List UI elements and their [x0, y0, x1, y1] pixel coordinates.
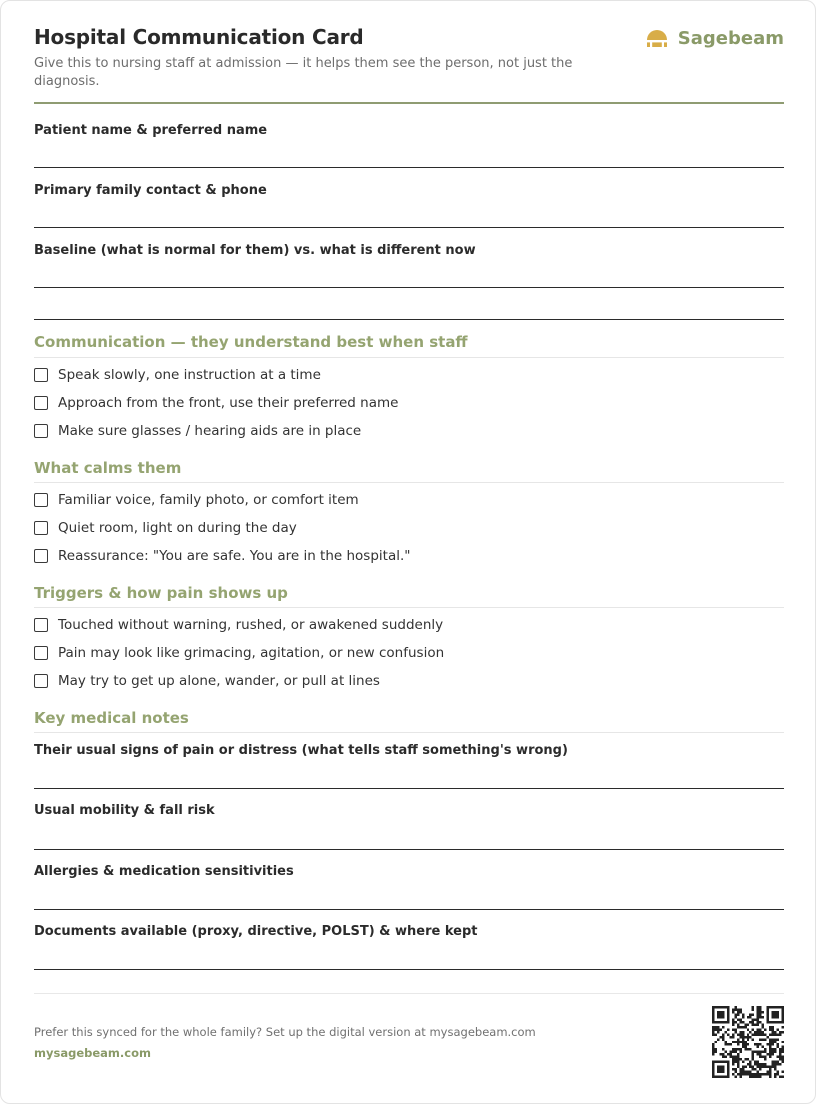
checklist-item-label: Familiar voice, family photo, or comfort item: [58, 492, 359, 508]
checklist-item-label: Quiet room, light on during the day: [58, 520, 297, 536]
checklist-item-label: Approach from the front, use their preferred name: [58, 395, 399, 411]
checklist-item[interactable]: [34, 673, 380, 689]
page-title: Hospital Communication Card: [34, 25, 364, 49]
checklist-item[interactable]: [34, 548, 410, 564]
header-divider: [34, 102, 784, 104]
write-line-baseline-2[interactable]: [34, 319, 784, 320]
section-divider: [34, 357, 784, 358]
checklist-item[interactable]: [34, 395, 398, 411]
section-divider: [34, 482, 784, 483]
section-title-communication: Communication — they understand best when staff: [34, 333, 468, 351]
checkbox[interactable]: [34, 646, 48, 660]
page-subtitle: Give this to nursing staff at admission — it helps them see the person, not just the diagnosis.: [34, 56, 573, 89]
checkbox[interactable]: [34, 674, 48, 688]
checklist-item-label: Touched without warning, rushed, or awakened suddenly: [58, 617, 444, 633]
field-label-pain-signs: Their usual signs of pain or distress (what tells staff something's wrong): [34, 743, 568, 758]
checkbox[interactable]: [34, 521, 48, 535]
brand-name: Sagebeam: [677, 28, 784, 49]
write-line-family-contact[interactable]: [34, 227, 784, 228]
footer-website-link[interactable]: mysagebeam.com: [34, 1046, 151, 1060]
qr-code-icon[interactable]: [712, 1006, 784, 1078]
field-label-mobility: Usual mobility & fall risk: [34, 803, 215, 818]
write-line-patient-name[interactable]: [34, 167, 784, 168]
write-line-pain-signs[interactable]: [34, 788, 784, 789]
checklist-item-label: Pain may look like grimacing, agitation, or new confusion: [58, 645, 445, 661]
checklist-item[interactable]: [34, 367, 321, 383]
checklist-item-label: Speak slowly, one instruction at a time: [58, 367, 321, 383]
footer-divider: [34, 993, 784, 994]
field-label-patient-name: Patient name & preferred name: [34, 123, 268, 138]
footer-note: Prefer this synced for the whole family? Set up the digital version at mysagebeam.com: [34, 1025, 536, 1039]
checkbox[interactable]: [34, 549, 48, 563]
field-label-documents: Documents available (proxy, directive, POLST) & where kept: [34, 924, 478, 939]
write-line-documents[interactable]: [34, 969, 784, 970]
write-line-allergies[interactable]: [34, 909, 784, 910]
section-title-calms: What calms them: [34, 459, 182, 477]
checklist-item[interactable]: [34, 492, 359, 508]
write-line-mobility[interactable]: [34, 849, 784, 850]
checkbox[interactable]: [34, 618, 48, 632]
field-label-baseline: Baseline (what is normal for them) vs. what is different now: [34, 243, 476, 258]
field-label-allergies: Allergies & medication sensitivities: [34, 864, 294, 879]
checklist-item[interactable]: [34, 617, 443, 633]
checklist-item[interactable]: [34, 520, 297, 536]
checklist-item-label: May try to get up alone, wander, or pull at lines: [58, 673, 380, 689]
checklist-item[interactable]: [34, 645, 444, 661]
checkbox[interactable]: [34, 368, 48, 382]
brand-logo: [646, 28, 784, 49]
sunrise-icon: [646, 29, 668, 49]
section-divider: [34, 732, 784, 733]
write-line-baseline-1[interactable]: [34, 287, 784, 288]
checklist-item[interactable]: [34, 423, 361, 439]
checklist-item-label: Make sure glasses / hearing aids are in place: [58, 423, 362, 439]
checkbox[interactable]: [34, 493, 48, 507]
section-title-medical: Key medical notes: [34, 709, 189, 727]
field-label-family-contact: Primary family contact & phone: [34, 183, 267, 198]
section-title-triggers: Triggers & how pain shows up: [34, 584, 288, 602]
checkbox[interactable]: [34, 424, 48, 438]
checklist-item-label: Reassurance: "You are safe. You are in the hospital.": [58, 548, 411, 564]
card-header: [34, 25, 784, 105]
checkbox[interactable]: [34, 396, 48, 410]
section-divider: [34, 607, 784, 608]
